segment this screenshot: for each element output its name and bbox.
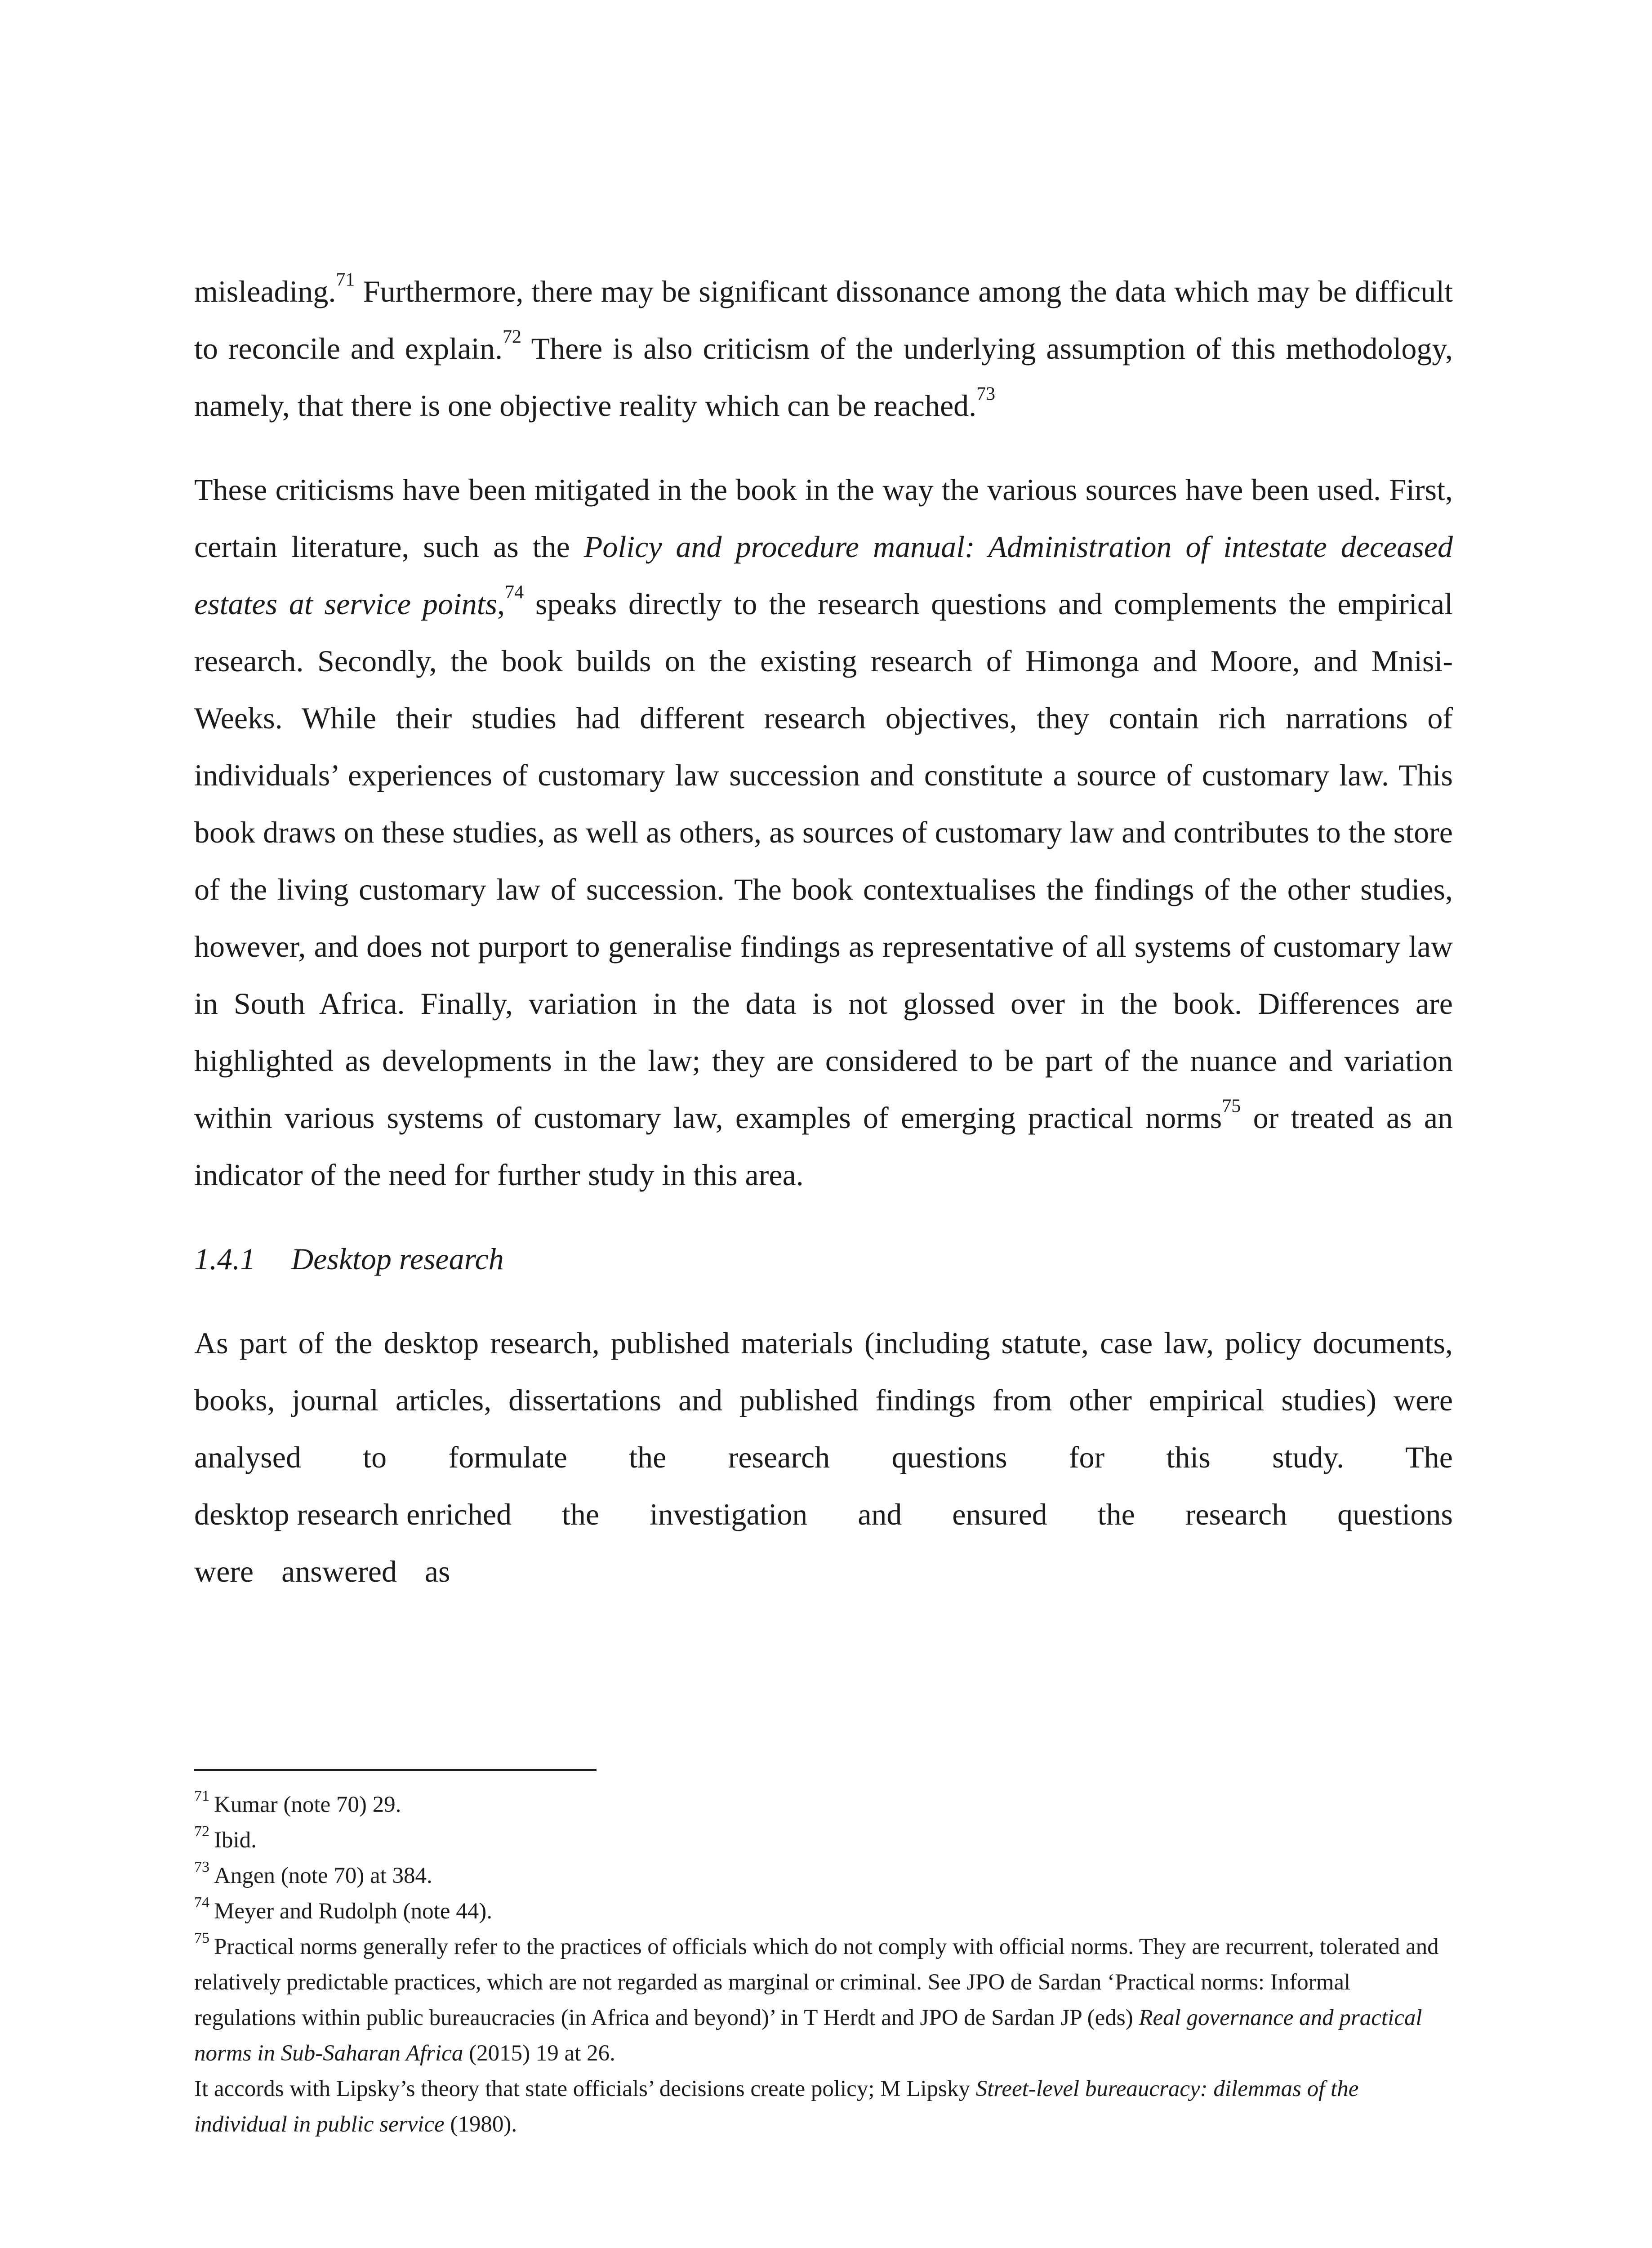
footnote-ref-71[interactable]: 71 xyxy=(336,269,355,290)
footnotes xyxy=(194,1787,1453,2142)
footnote-71: $^{71}$ Kumar (note 70) 29. xyxy=(194,1787,401,1817)
footnote-75-continued: It accords with Lipsky’s theory that state officials’ decisions create policy; M Lipsky Street-level bureaucracy: dilemmas of the individual in public service (1980). xyxy=(194,2076,1359,2137)
cited-book-title: Real governance and practical norms in Sub-Saharan Africa xyxy=(194,2005,1422,2066)
paragraph-last-line: were answered as xyxy=(194,1554,450,1588)
body-text xyxy=(194,263,1453,1600)
paragraph-desktop-research-body: As part of the desktop research, published materials (including statute, case law, policy documents, books, journal articles, dissertations and published findings from other empirical studies) were analysed to formulate the research questions for this study. The xyxy=(194,1326,1453,1474)
paragraph-methodology-criticism: misleading.$^{71}$ Furthermore, there may be significant dissonance among the data which may be difficult to reconcile and explain.$^{72}$ There is also criticism of the underlying assumption of this methodology, namely, that there is one objective reality which can be reached.$^{73}$ xyxy=(194,269,1453,423)
footnote-ref-74[interactable]: 74 xyxy=(505,582,524,603)
footnote-ref-75[interactable]: 75 xyxy=(1222,1096,1241,1117)
footnote-72: $^{72}$ Ibid. xyxy=(194,1823,257,1853)
paragraph-desktop-research xyxy=(194,1315,1453,1600)
section-heading xyxy=(194,1231,1453,1288)
footnote-separator xyxy=(194,1769,597,1771)
footnote-73: $^{73}$ Angen (note 70) at 384. xyxy=(194,1858,432,1888)
section-title: Desktop research xyxy=(291,1242,504,1276)
justified-line: desktop research enriched the investigation and ensured the research questions xyxy=(194,1497,1453,1531)
section-number: 1.4.1 xyxy=(194,1242,255,1276)
footnote-ref-73[interactable]: 73 xyxy=(976,384,996,405)
footnote-ref-72[interactable]: 72 xyxy=(502,326,521,348)
manual-title: Policy and procedure manual: Administration of intestate deceased estates at service points xyxy=(194,530,1453,621)
paragraph-mitigation: These criticisms have been mitigated in the book in the way the various sources have been used. First, certain literature, such as the Policy and procedure manual: Administration of intestate deceased estates at service points,$^{74}$ speaks directly to the research questions and complements the empirical research. Secondly, the book builds on the existing research of Himonga and Moore, and Mnisi-Weeks. While their studies had different research objectives, they contain rich narrations of individuals’ experiences of customary law succession and constitute a source of customary law. This book draws on these studies, as well as others, as sources of customary law and contributes to the store of the living customary law of succession. The book contextualises the findings of the other studies, however, and does not purport to generalise findings as representative of all systems of customary law in South Africa. Finally, variation in the data is not glossed over in the book. Differences are highlighted as developments in the law; they are considered to be part of the nuance and variation within various systems of customary law, examples of emerging practical norms$^{75}$ or treated as an indicator of the need for further study in this area. xyxy=(194,473,1453,1192)
footnote-75: $^{75}$ Practical norms generally refer to the practices of officials which do not comply with official norms. They are recurrent, tolerated and relatively predictable practices, which are not regarded as marginal or criminal. See JPO de Sardan ‘Practical norms: Informal regulations within public bureaucracies (in Africa and beyond)’ in T Herdt and JPO de Sardan JP (eds) Real governance and practical norms in Sub-Saharan Africa (2015) 19 at 26. xyxy=(194,1929,1439,2066)
cited-book-title-lipsky: Street-level bureaucracy: dilemmas of the individual in public service xyxy=(194,2076,1359,2137)
footnote-74: $^{74}$ Meyer and Rudolph (note 44). xyxy=(194,1894,492,1924)
